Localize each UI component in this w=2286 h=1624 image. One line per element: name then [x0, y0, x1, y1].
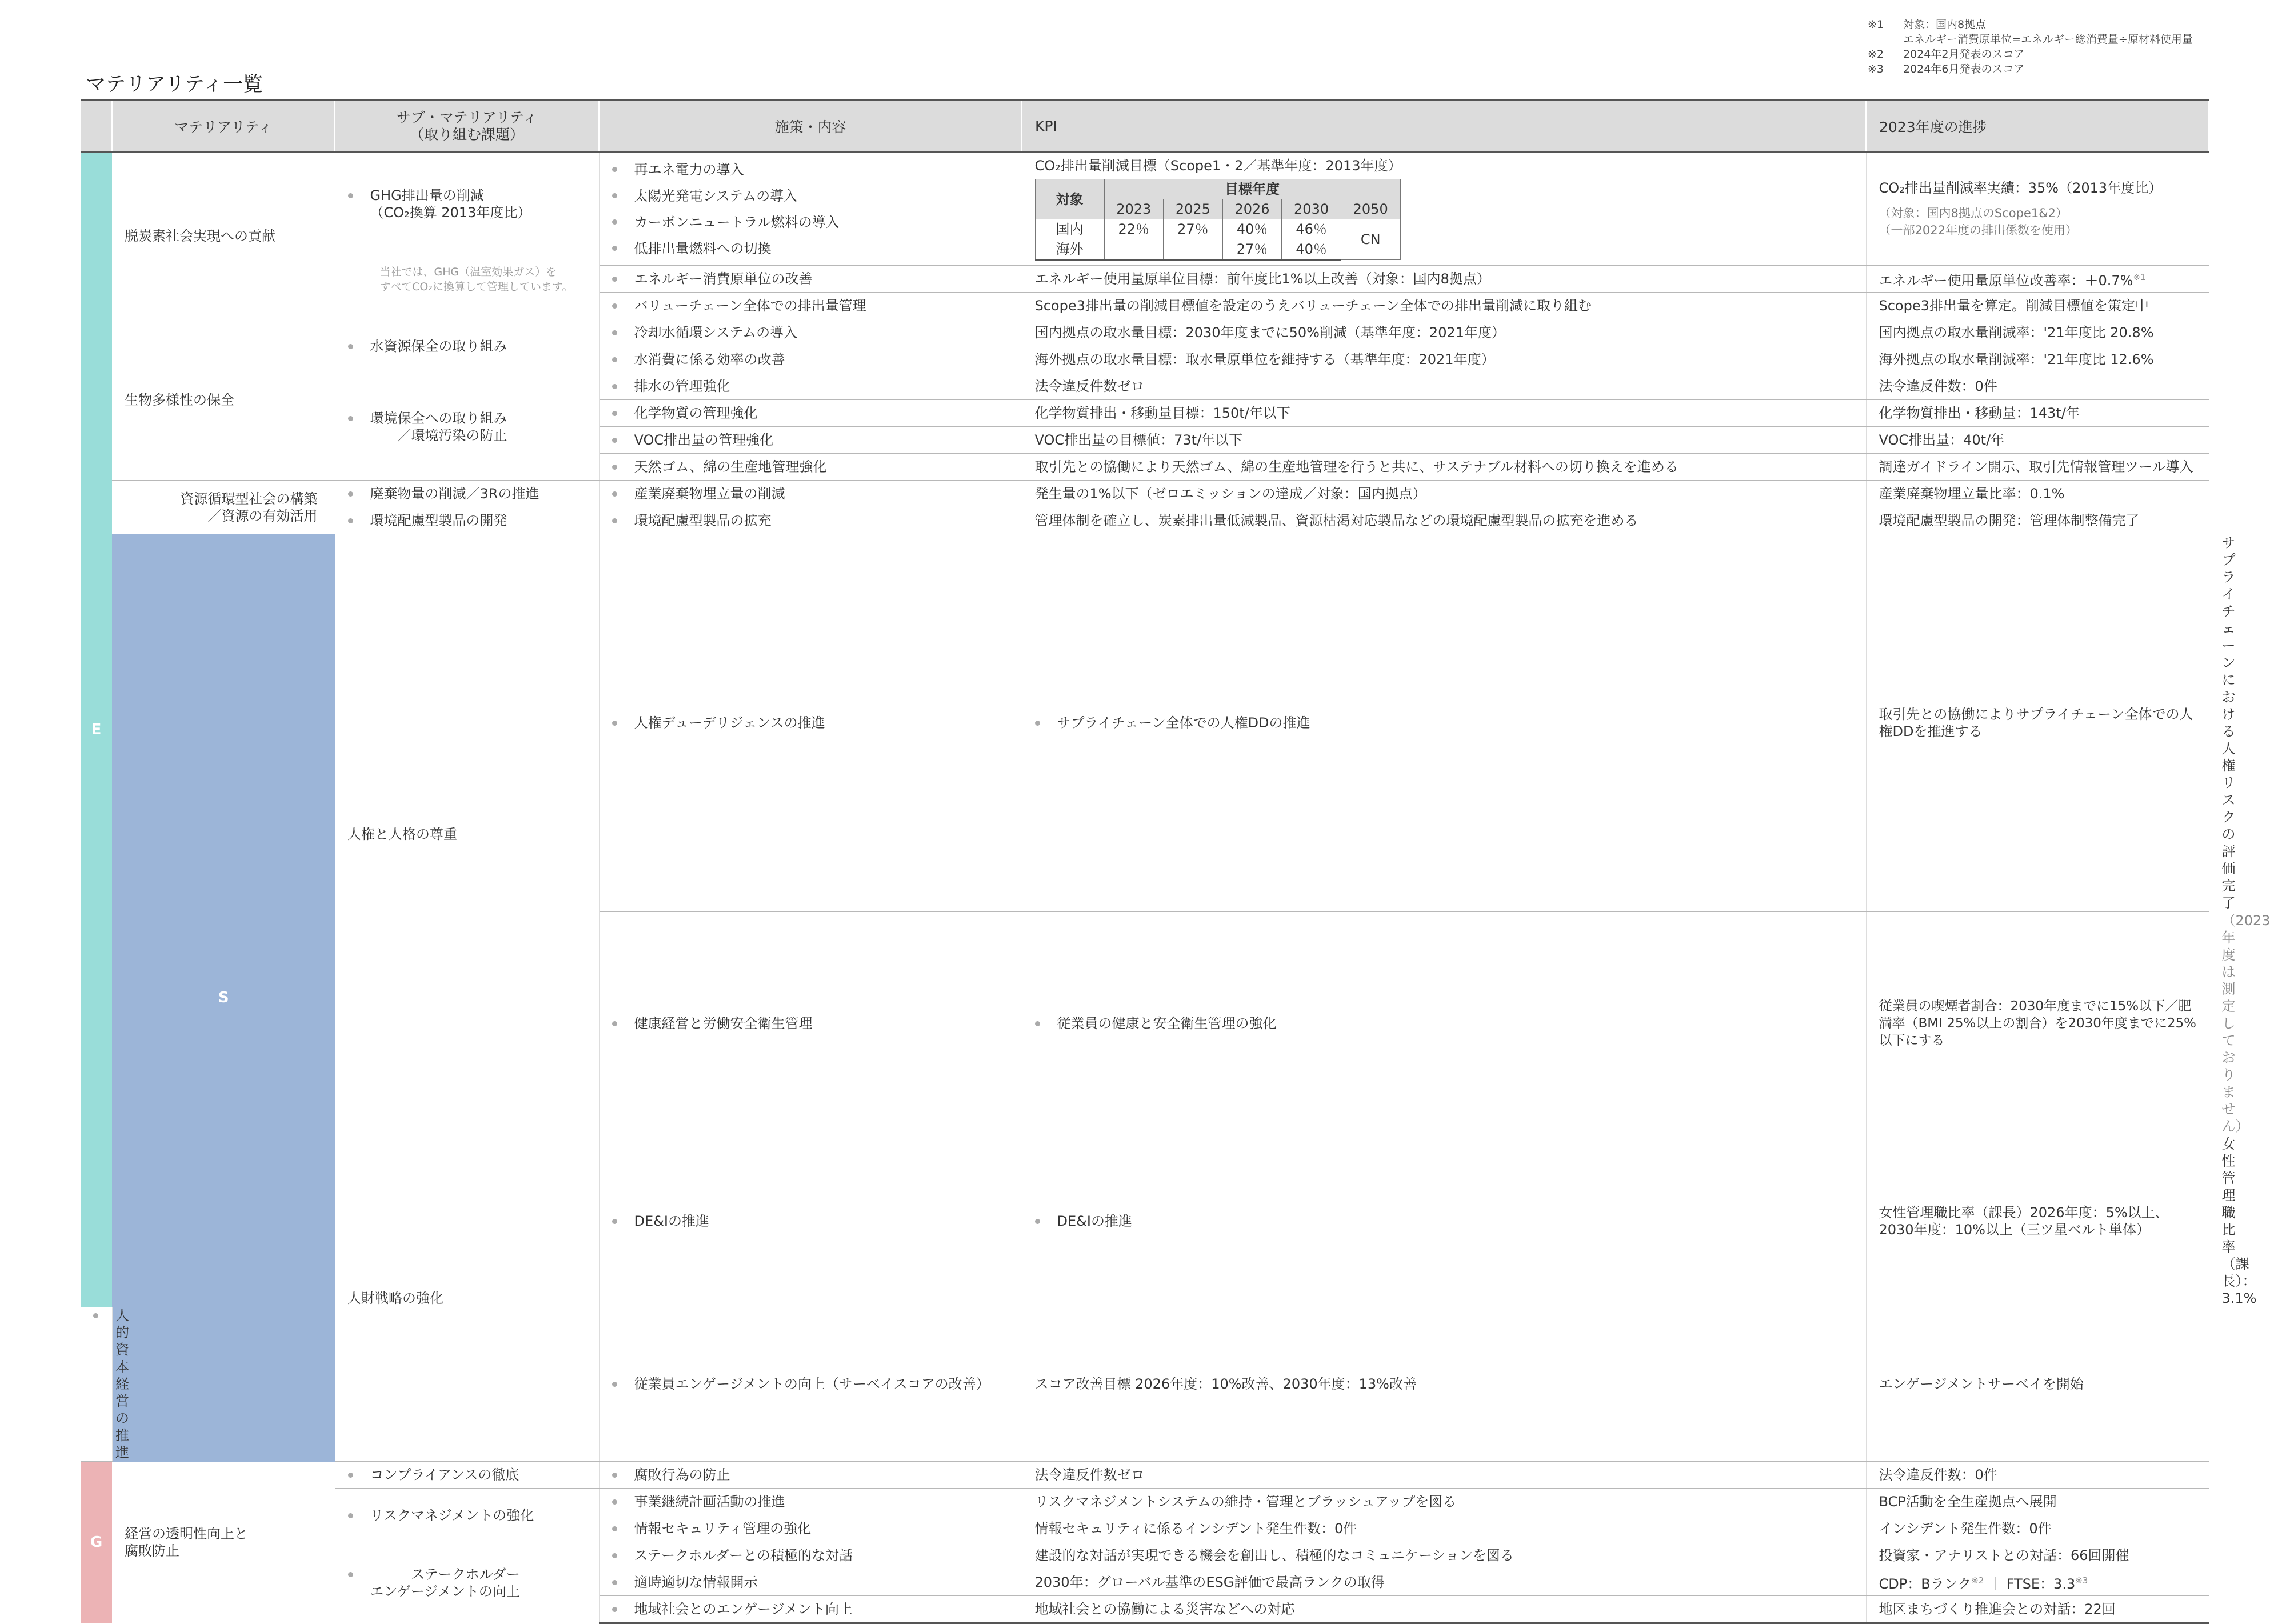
bullet-icon [348, 1473, 353, 1478]
bullet-icon [612, 1580, 617, 1585]
bullet-icon [612, 1553, 617, 1558]
bullet-icon [612, 303, 617, 309]
table-row: 環境配慮型製品の開発 環境配慮型製品の拡充 管理体制を確立し、炭素排出量低減製品、資源枯渇対応製品などの環境配慮型製品の拡充を進める 環境配慮型製品の開発：管理体制整備完了 [81, 507, 2209, 534]
sub-materiality-cell: GHG排出量の削減 （CO₂換算 2013年度比） 当社では、GHG（温室効果ガス）を すべてCO₂に換算して管理しています。 [335, 152, 599, 319]
table-row: 情報セキュリティ管理の強化 情報セキュリティに係るインシデント発生件数：0件 インシデント発生件数：0件 [81, 1515, 2209, 1542]
sub-materiality-note: 当社では、GHG（温室効果ガス）を すべてCO₂に換算して管理しています。 [379, 265, 573, 293]
table-row: 人的資本経営の推進 従業員エンゲージメントの向上（サーベイスコアの改善） スコア改善目標 2026年度：10%改善、2030年度：13%改善 エンゲージメントサーベイを開始 [81, 1307, 2209, 1462]
header-policy: 施策・内容 [599, 101, 1022, 152]
bullet-icon [612, 465, 617, 470]
table-row: 化学物質の管理強化 化学物質排出・移動量目標：150t/年以下 化学物質排出・移動量：143t/年 [81, 400, 2209, 427]
bullet-icon [348, 416, 353, 421]
header-group [81, 101, 112, 152]
sub-materiality-cell: 環境配慮型製品の開発 [370, 513, 507, 529]
table-row: ステークホルダー エンゲージメントの向上 ステークホルダーとの積極的な対話 建設的な対話が実現できる機会を創出し、積極的なコミュニケーションを図る 投資家・アナリストとの対話：66回開催 [81, 1542, 2209, 1569]
table-row: 天然ゴム、綿の生産地管理強化 取引先との協働により天然ゴム、綿の生産地管理を行うと共に、サステナブル材料への切り換えを進める 調達ガイドライン開示、取引先情報管理ツール導入 [81, 454, 2209, 481]
bullet-icon [612, 438, 617, 443]
sub-materiality-cell: 環境保全への取り組み ／環境汚染の防止 [370, 410, 507, 443]
table-row: S 人権と人格の尊重 人権デューデリジェンスの推進 サプライチェーン全体での人権DDの推進 取引先との協働によりサプライチェーン全体での人権DDを推進する サプライチェーンにおける人権リスクの評価完了 [81, 534, 2209, 912]
bullet-icon [612, 1219, 617, 1224]
header-materiality: マテリアリティ [112, 101, 335, 152]
bullet-icon [612, 1526, 617, 1531]
kpi-text: CO₂排出量削減目標（Scope1・2／基準年度：2013年度） [1034, 158, 1402, 174]
sub-materiality-cell: 人権デューデリジェンスの推進 [634, 714, 825, 731]
table-row: バリューチェーン全体での排出量管理 Scope3排出量の削減目標値を設定のうえバリューチェーン全体での排出量削減に取り組む Scope3排出量を算定。削減目標値を策定中 [81, 293, 2209, 319]
materiality-table [81, 99, 2271, 1624]
table-row [81, 152, 2209, 266]
group-g-label: G [81, 1462, 112, 1623]
sub-materiality-cell: DE&Iの推進 [634, 1213, 709, 1229]
note-mark: ※1 [1868, 18, 1884, 31]
table-row: 適時適切な情報開示 2030年：グローバル基準のESG評価で最高ランクの取得 CDP：Bランク$^{※2}$ ｜ FTSE：3.3$^{※3}$ [81, 1569, 2209, 1596]
table-row: VOC排出量の管理強化 VOC排出量の目標値：73t/年以下 VOC排出量：40t/年 [81, 427, 2209, 454]
materiality-cell: 脱炭素社会実現への貢献 [112, 152, 335, 319]
kpi-cell [1022, 152, 1866, 266]
table-row: 人財戦略の強化 DE&Iの推進 DE&Iの推進 女性管理職比率（課長）2026年度：5%以上、2030年度：10%以上（三ツ星ベルト単体） 女性管理職比率（課長）：3.1% [81, 1135, 2209, 1307]
sub-materiality-cell: ステークホルダー エンゲージメントの向上 [370, 1566, 520, 1599]
policy-cell: 再エネ電力の導入 太陽光発電システムの導入 カーボンニュートラル燃料の導入 低排出量燃料への切換 [599, 152, 1022, 266]
sub-materiality-cell: コンプライアンスの徹底 [370, 1467, 519, 1483]
bullet-icon [612, 167, 617, 172]
note-text: 2024年6月発表のスコア [1903, 63, 2025, 75]
bullet-icon [1035, 1219, 1040, 1224]
table-row: 水消費に係る効率の改善 海外拠点の取水量目標：取水量原単位を維持する（基準年度：2021年度） 海外拠点の取水量削減率：'21年度比 12.6% [81, 346, 2209, 373]
table-row: 健康経営と労働安全衛生管理 従業員の健康と安全衛生管理の強化 従業員の喫煙者割合：2030年度までに15%以下／肥満率（BMI 25%以上の割合）を2030年度までに25%以下にする （2023年度は測定しておりません） [81, 911, 2209, 1135]
bullet-icon [348, 491, 353, 497]
note-text: 2024年2月発表のスコア [1903, 48, 2025, 61]
materiality-cell: 人権と人格の尊重 [335, 534, 599, 1135]
bullet-icon [348, 344, 353, 349]
progress-cell: CO₂排出量削減率実績：35%（2013年度比） （対象：国内8拠点のScope1&2） （一部2022年度の排出係数を使用） [1866, 152, 2209, 266]
bullet-icon [612, 721, 617, 726]
bullet-icon [1035, 1021, 1040, 1026]
bullet-icon [612, 518, 617, 523]
note-mark: ※2 [1868, 48, 1884, 61]
header-kpi: KPI [1022, 101, 1866, 152]
bullet-icon [1035, 721, 1040, 726]
note-text: 対象：国内8拠点 [1903, 18, 1987, 31]
table-header-row [81, 101, 2209, 152]
mini-year-label: 目標年度 [1104, 179, 1400, 199]
bullet-icon [612, 246, 617, 251]
bullet-icon [612, 384, 617, 389]
bullet-icon [348, 1572, 353, 1577]
table-row: 資源循環型社会の構築 ／資源の有効活用 廃棄物量の削減／3Rの推進 産業廃棄物埋立量の削減 発生量の1%以下（ゼロエミッションの達成／対象：国内拠点） 産業廃棄物埋立量比率：0.1% [81, 481, 2209, 507]
bullet-icon [612, 1499, 617, 1505]
bullet-icon [348, 1513, 353, 1518]
bullet-icon [612, 491, 617, 497]
materiality-cell: 人財戦略の強化 [335, 1135, 599, 1462]
table-row: エネルギー消費原単位の改善 エネルギー使用量原単位目標：前年度比1%以上改善（対象：国内8拠点） エネルギー使用量原単位改善率：＋0.7%$^{※1}$ [81, 266, 2209, 293]
mini-target-label: 対象 [1035, 179, 1104, 219]
bullet-icon [612, 357, 617, 362]
table-row: 生物多様性の保全 水資源保全の取り組み 冷却水循環システムの導入 国内拠点の取水量目標：2030年度までに50%削減（基準年度：2021年度） 国内拠点の取水量削減率：'21年度比 20.8% [81, 319, 2209, 346]
sub-materiality-cell: 人的資本経営の推進 [115, 1307, 129, 1461]
sub-materiality-cell: 健康経営と労働安全衛生管理 [634, 1015, 813, 1031]
table-row: リスクマネジメントの強化 事業継続計画活動の推進 リスクマネジメントシステムの維持・管理とブラッシュアップを図る BCP活動を全生産拠点へ展開 [81, 1489, 2209, 1515]
bullet-icon [348, 518, 353, 523]
table-row: G 経営の透明性向上と 腐敗防止 コンプライアンスの徹底 腐敗行為の防止 法令違反件数ゼロ 法令違反件数：0件 [81, 1462, 2209, 1489]
bullet-icon [612, 1382, 617, 1387]
bullet-icon [612, 330, 617, 335]
materiality-cell: 経営の透明性向上と 腐敗防止 [112, 1462, 335, 1623]
materiality-cell: 生物多様性の保全 [112, 319, 335, 481]
sub-materiality-cell: 廃棄物量の削減／3Rの推進 [370, 486, 539, 502]
materiality-cell: 資源循環型社会の構築 ／資源の有効活用 [112, 481, 335, 534]
table-row: 環境保全への取り組み ／環境汚染の防止 排水の管理強化 法令違反件数ゼロ 法令違反件数：0件 [81, 373, 2209, 400]
bullet-icon [612, 219, 617, 225]
bullet-icon [612, 1021, 617, 1026]
bullet-icon [612, 1473, 617, 1478]
sub-materiality-cell: リスクマネジメントの強化 [370, 1507, 534, 1523]
bullet-icon [612, 411, 617, 416]
group-e-label: E [81, 152, 112, 1307]
footnotes [1868, 17, 2193, 77]
table-row: 地域社会とのエンゲージメント向上 地域社会との協働による災害などへの対応 地区まちづくり推進会との対話：22回 [81, 1596, 2209, 1623]
bullet-icon [93, 1313, 98, 1318]
page-title: マテリアリティ一覧 [86, 73, 263, 96]
note-text: エネルギー消費原単位=エネルギー総消費量÷原材料使用量 [1903, 33, 2193, 46]
sub-materiality-cell: 水資源保全の取り組み [370, 338, 507, 354]
bullet-icon [612, 277, 617, 282]
co2-target-table: 対象 目標年度 2023 2025 2026 2030 2050 国内 22％ 27％ 40％ 46％ CN 海外 － － 27％ 40％ [1035, 179, 1401, 261]
bullet-icon [612, 193, 617, 198]
note-mark: ※3 [1868, 63, 1884, 75]
header-sub-materiality: サブ・マテリアリティ （取り組む課題） [335, 101, 599, 152]
bullet-icon [612, 1607, 617, 1612]
bullet-icon [348, 193, 353, 198]
header-progress: 2023年度の進捗 [1866, 101, 2209, 152]
group-s-label: S [112, 534, 335, 1462]
